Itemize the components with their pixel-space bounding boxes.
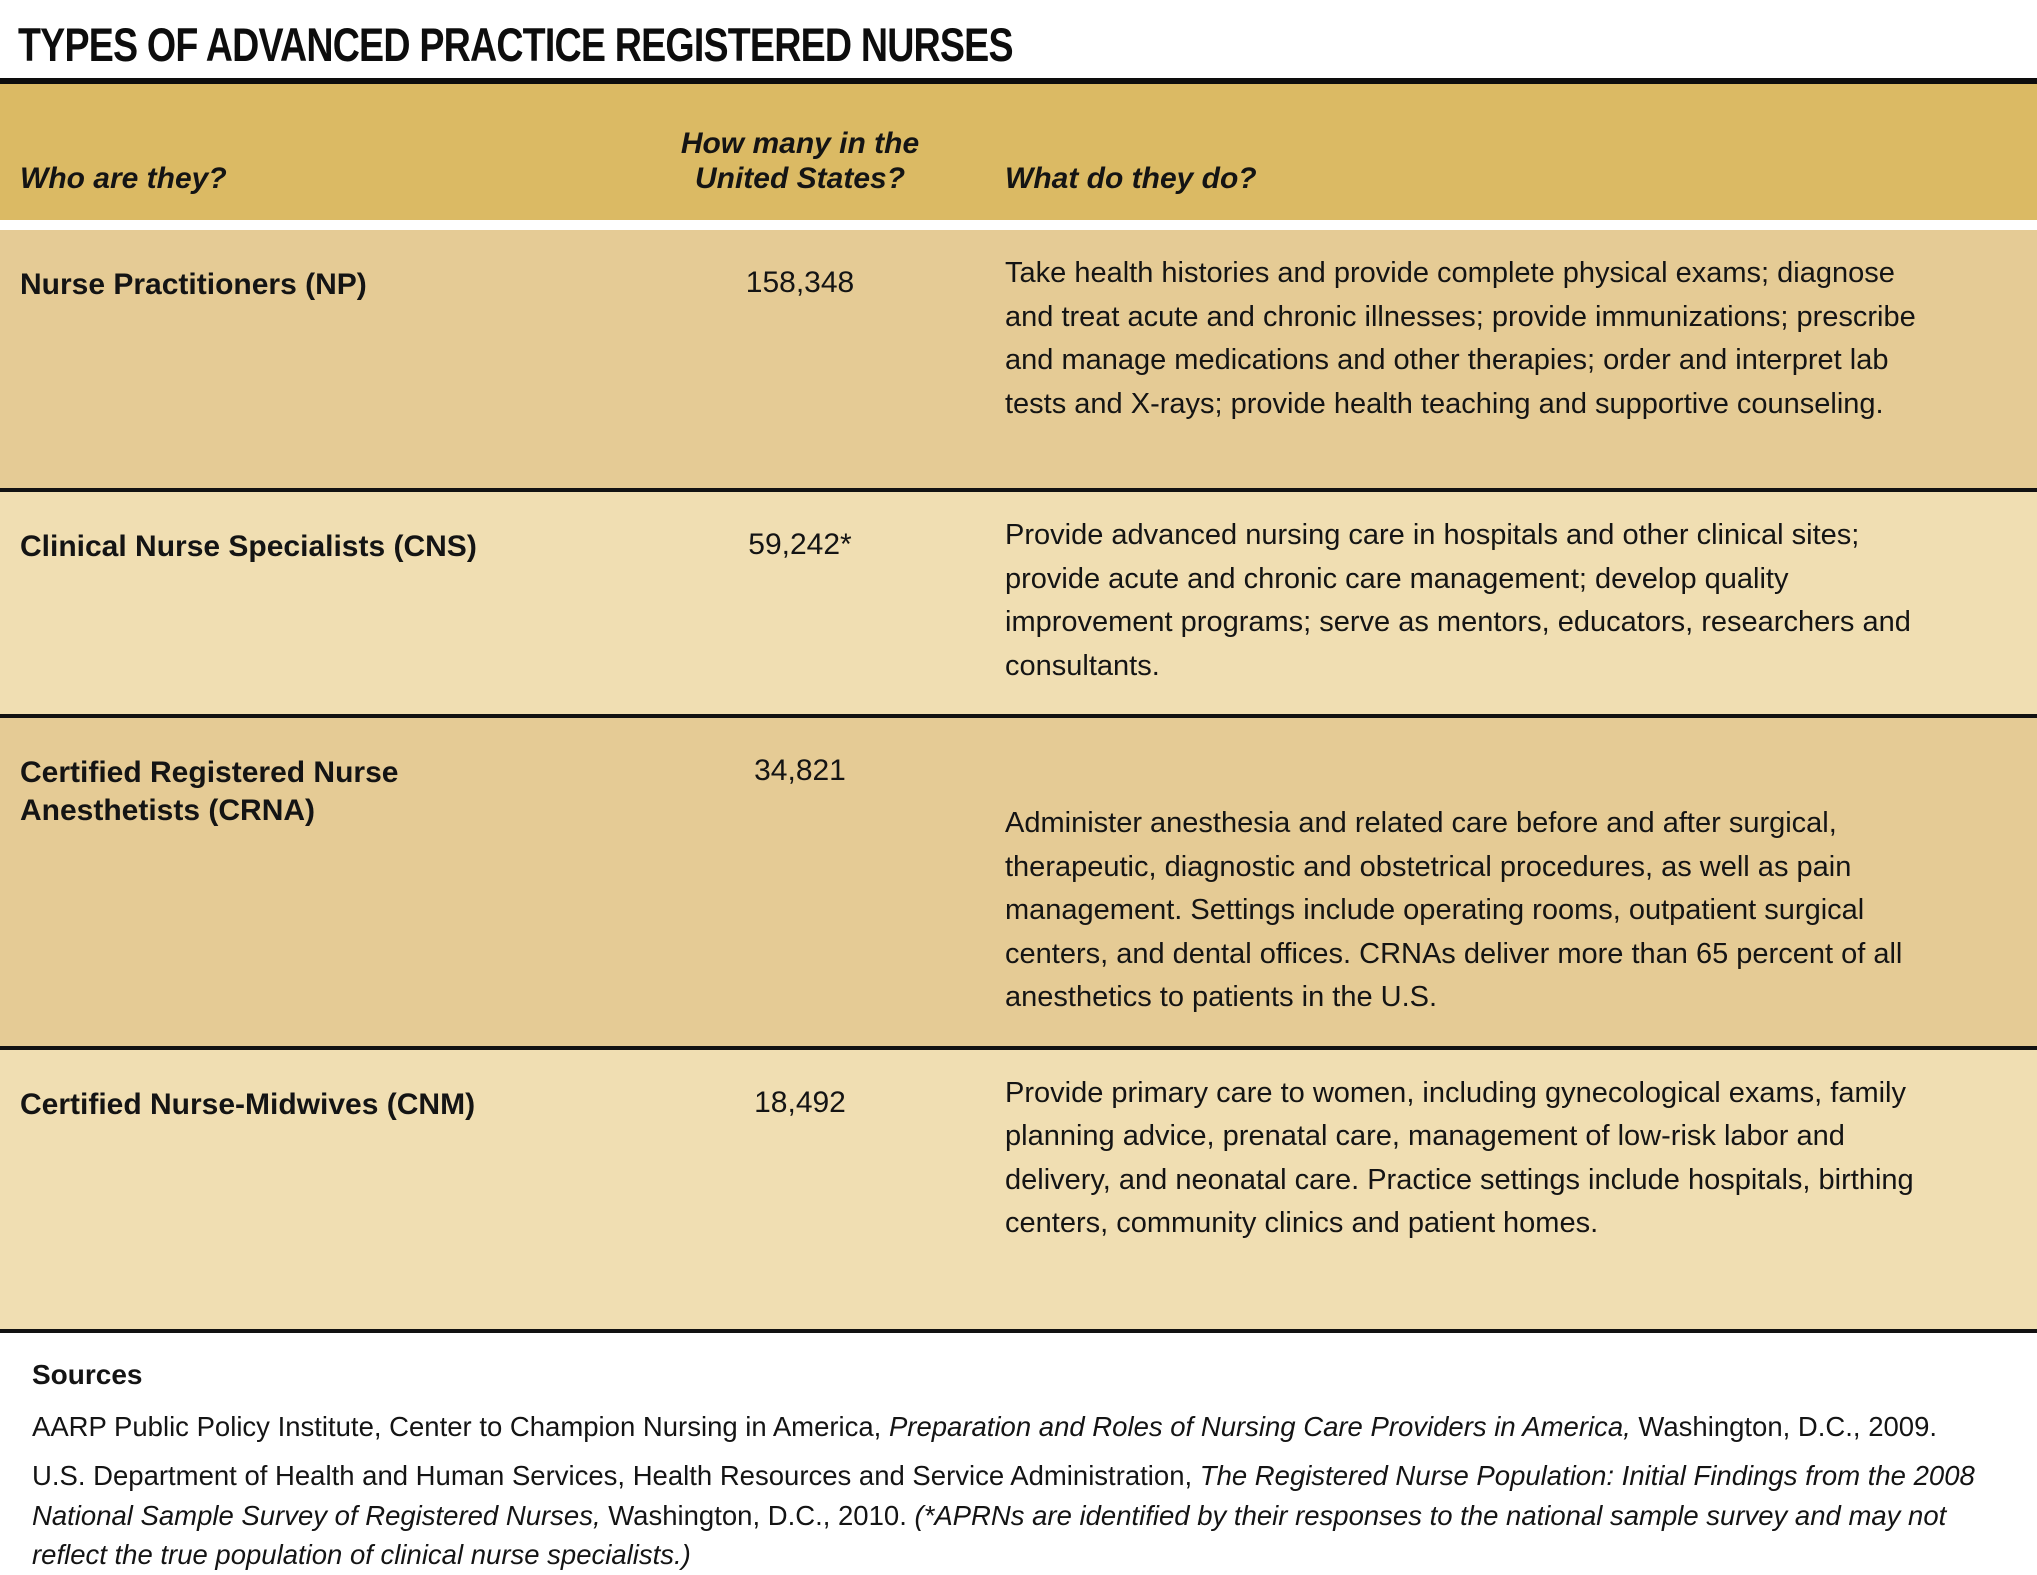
aprn-table [0, 84, 2037, 1333]
row-description: Provide primary care to women, including gynecological exams, family planning advice, prenatal care, management of low-risk labor and delivery, and neonatal care. Practice settings include hospitals, birthing centers, community clinics and patient homes. [1005, 1076, 1914, 1239]
row-count: 59,242* [748, 528, 852, 561]
page-title: TYPES OF ADVANCED PRACTICE REGISTERED NURSES [18, 17, 1013, 71]
row-description: Provide advanced nursing care in hospitals and other clinical sites; provide acute and chronic care management; develop quality improvement programs; serve as mentors, educators, researchers and consultants. [1005, 519, 1911, 682]
citation-footnote: (*APRNs are identified by their responses to the national sample survey and may not reflect the true population of clinical nurse specialists.) [32, 1499, 1947, 1571]
row-count: 158,348 [745, 266, 855, 299]
row-description: Take health histories and provide complete physical exams; diagnose and treat acute and chronic illnesses; provide immunizations; prescribe and manage medications and other therapies; order and interpret lab tests and X-rays; provide health teaching and supportive counseling. [1005, 257, 1916, 420]
citation-title: The Registered Nurse Population: Initial Findings from the 2008 National Sample Survey of Registered Nurses, [32, 1460, 1975, 1531]
title-bar [0, 0, 2037, 78]
table-row [0, 1050, 2037, 1329]
row-count: 18,492 [754, 1085, 846, 1119]
header-gap [0, 220, 2037, 230]
table-row [0, 492, 2037, 714]
source-citation [32, 1456, 1992, 1575]
citation-text: AARP Public Policy Institute, Center to Champion Nursing in America, [32, 1410, 889, 1442]
table-row [0, 718, 2037, 1046]
row-count: 34,821 [754, 754, 846, 787]
column-header-what: What do they do? [1005, 161, 1257, 195]
row-description: Administer anesthesia and related care before and after surgical, therapeutic, diagnostic and obstetrical procedures, as well as pain management. Settings include operating rooms, outpatient surgical centers, and dental offices. CRNAs deliver more than 65 percent of all anesthetics to patients in the U.S. [1005, 807, 1903, 1013]
table-header-row [0, 84, 2037, 220]
sources-section [0, 1333, 2037, 1575]
column-header-who: Who are they? [20, 161, 227, 195]
table-row [0, 230, 2037, 488]
citation-text: U.S. Department of Health and Human Services, Health Resources and Service Administration, [32, 1460, 1200, 1492]
row-name: Certified Nurse-Midwives (CNM) [20, 1087, 476, 1121]
source-citation [32, 1407, 1992, 1447]
row-name: Clinical Nurse Specialists (CNS) [20, 530, 477, 563]
column-header-how-many: How many in the United States? [680, 127, 920, 195]
citation-title: Preparation and Roles of Nursing Care Providers in America, [888, 1410, 1631, 1442]
citation-text: Washington, D.C., 2009. [1630, 1410, 1938, 1442]
row-name: Certified Registered Nurse Anesthetists (CRNA) [20, 756, 399, 827]
row-name: Nurse Practitioners (NP) [20, 268, 367, 301]
sources-heading: Sources [32, 1358, 143, 1390]
citation-text: Washington, D.C., 2010. [600, 1499, 915, 1531]
